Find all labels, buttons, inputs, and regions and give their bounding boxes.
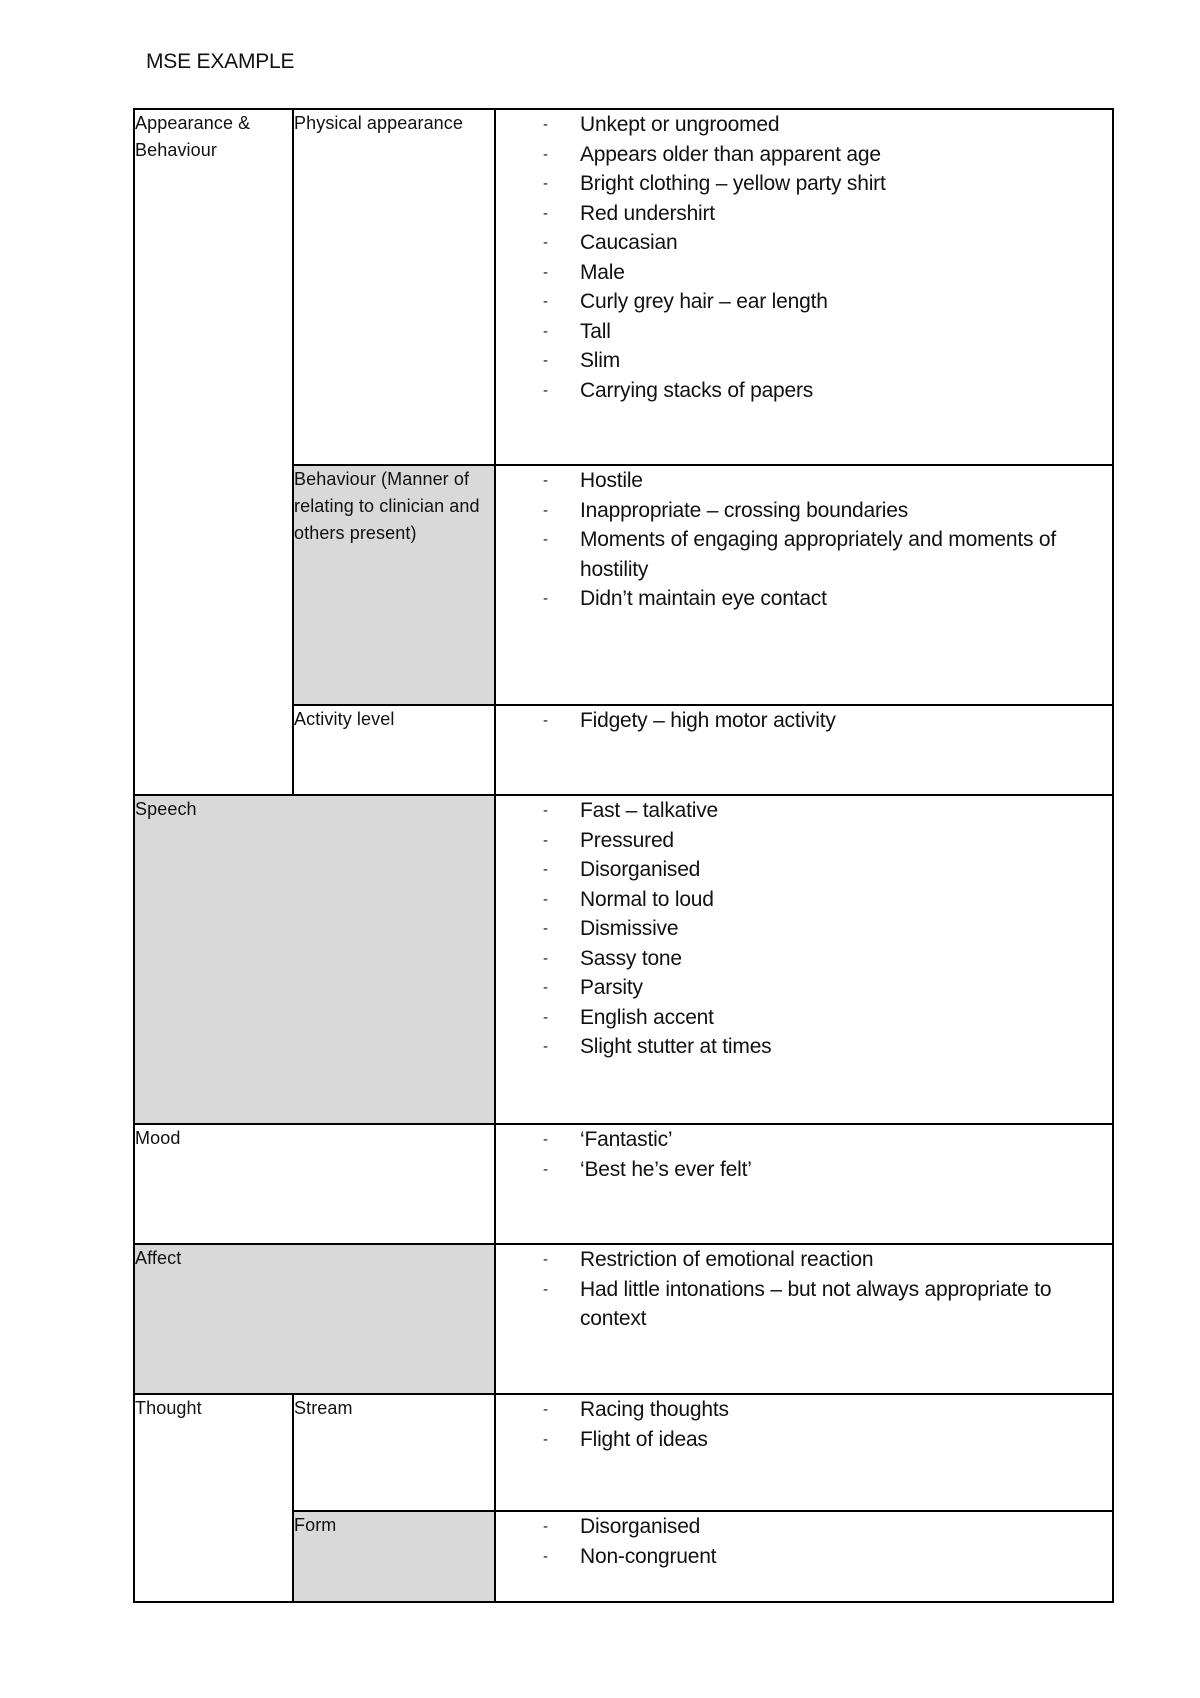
bullet-dash: -	[543, 949, 548, 967]
thought-label: Thought	[134, 1394, 293, 1602]
bullet-dash: -	[543, 1547, 548, 1565]
list-item	[496, 258, 1112, 288]
row-thought-stream	[134, 1394, 1113, 1511]
row-affect	[134, 1244, 1113, 1394]
bullet-dash: -	[543, 145, 548, 163]
list-item	[496, 914, 1112, 944]
stream-label: Stream	[293, 1394, 495, 1511]
list-item-text: Normal to loud	[580, 887, 714, 911]
bullet-dash: -	[543, 1160, 548, 1178]
stream-content	[495, 1394, 1113, 1511]
list-item-text: Unkept or ungroomed	[580, 113, 780, 136]
behaviour-label: Behaviour (Manner of relating to clinician and others present)	[293, 465, 495, 705]
bullet-dash: -	[543, 1401, 548, 1418]
document-title: MSE EXAMPLE	[146, 50, 295, 73]
bullet-dash: -	[543, 501, 548, 519]
list-item	[496, 1245, 1112, 1275]
bullet-dash: -	[543, 263, 548, 281]
list-item-text: Carrying stacks of papers	[580, 378, 814, 402]
list-item	[496, 110, 1112, 140]
bullet-dash: -	[543, 322, 548, 340]
mood-label: Mood	[134, 1124, 495, 1244]
list-item-text: Fast – talkative	[580, 799, 719, 822]
mse-table	[133, 108, 1114, 1603]
mood-list	[496, 1125, 1112, 1184]
list-item	[496, 1275, 1112, 1334]
list-item-text: Had little intonations – but not always appropriate to context	[580, 1277, 1052, 1330]
list-item	[496, 199, 1112, 229]
affect-content	[495, 1244, 1113, 1394]
bullet-dash: -	[543, 293, 548, 310]
mood-content	[495, 1124, 1113, 1244]
bullet-dash: -	[543, 861, 548, 878]
physical-appearance-list	[496, 110, 1112, 405]
activity-level-list	[496, 706, 1112, 736]
list-item-text: English accent	[580, 1005, 714, 1029]
affect-label: Affect	[134, 1244, 495, 1394]
bullet-dash: -	[543, 802, 548, 819]
list-item	[496, 1425, 1112, 1455]
list-item	[496, 1542, 1112, 1572]
bullet-dash: -	[543, 590, 548, 607]
list-item-text: Curly grey hair – ear length	[580, 290, 828, 313]
list-item-text: Restriction of emotional reaction	[580, 1248, 874, 1271]
list-item	[496, 706, 1112, 736]
activity-level-label: Activity level	[293, 705, 495, 795]
form-content	[495, 1511, 1113, 1602]
stream-list	[496, 1395, 1112, 1454]
list-item-text: Racing thoughts	[580, 1398, 729, 1421]
bullet-dash: -	[543, 979, 548, 996]
list-item	[496, 140, 1112, 170]
bullet-dash: -	[543, 352, 548, 369]
list-item-text: Disorganised	[580, 1515, 701, 1538]
list-item-text: Male	[580, 260, 625, 284]
list-item-text: ‘Best he’s ever felt’	[580, 1157, 752, 1181]
affect-list	[496, 1245, 1112, 1334]
list-item-text: Disorganised	[580, 858, 701, 881]
bullet-dash: -	[543, 1251, 548, 1268]
list-item	[496, 584, 1112, 614]
list-item-text: Appears older than apparent age	[580, 142, 881, 166]
list-item	[496, 1003, 1112, 1033]
bullet-dash: -	[543, 890, 548, 908]
list-item	[496, 826, 1112, 856]
appearance-behaviour-label: Appearance & Behaviour	[134, 109, 293, 795]
list-item	[496, 1512, 1112, 1542]
bullet-dash: -	[543, 531, 548, 548]
row-speech	[134, 795, 1113, 1124]
bullet-dash: -	[543, 175, 548, 192]
list-item-text: Caucasian	[580, 231, 678, 254]
list-item-text: Didn’t maintain eye contact	[580, 587, 827, 610]
list-item-text: Red undershirt	[580, 201, 715, 225]
bullet-dash: -	[543, 204, 548, 222]
list-item	[496, 1125, 1112, 1155]
list-item	[496, 228, 1112, 258]
bullet-dash: -	[543, 1280, 548, 1298]
bullet-dash: -	[543, 1038, 548, 1055]
list-item	[496, 466, 1112, 496]
activity-level-content	[495, 705, 1113, 795]
bullet-dash: -	[543, 1131, 548, 1148]
form-label: Form	[293, 1511, 495, 1602]
list-item-text: Sassy tone	[580, 946, 682, 970]
list-item	[496, 1395, 1112, 1425]
bullet-dash: -	[543, 1008, 548, 1026]
speech-label: Speech	[134, 795, 495, 1124]
list-item	[496, 1155, 1112, 1185]
behaviour-content	[495, 465, 1113, 705]
bullet-dash: -	[543, 831, 548, 849]
list-item	[496, 317, 1112, 347]
list-item	[496, 855, 1112, 885]
list-item	[496, 496, 1112, 526]
list-item	[496, 376, 1112, 406]
row-mood	[134, 1124, 1113, 1244]
bullet-dash: -	[543, 472, 548, 489]
behaviour-list	[496, 466, 1112, 614]
speech-content	[495, 795, 1113, 1124]
list-item	[496, 287, 1112, 317]
speech-list	[496, 796, 1112, 1062]
list-item-text: Dismissive	[580, 917, 679, 940]
row-physical-appearance	[134, 109, 1113, 465]
list-item-text: Slim	[580, 349, 621, 372]
list-item	[496, 796, 1112, 826]
list-item	[496, 346, 1112, 376]
list-item	[496, 1032, 1112, 1062]
list-item-text: Hostile	[580, 469, 643, 492]
list-item-text: Parsity	[580, 976, 643, 999]
bullet-dash: -	[543, 920, 548, 937]
list-item-text: Pressured	[580, 828, 674, 852]
list-item-text: Inappropriate – crossing boundaries	[580, 498, 909, 522]
list-item	[496, 973, 1112, 1003]
list-item	[496, 885, 1112, 915]
list-item	[496, 525, 1112, 584]
bullet-dash: -	[543, 234, 548, 251]
list-item-text: Flight of ideas	[580, 1427, 708, 1451]
physical-appearance-label: Physical appearance	[293, 109, 495, 465]
bullet-dash: -	[543, 116, 548, 133]
bullet-dash: -	[543, 381, 548, 399]
list-item-text: Fidgety – high motor activity	[580, 709, 836, 732]
list-item	[496, 944, 1112, 974]
bullet-dash: -	[543, 712, 548, 729]
form-list	[496, 1512, 1112, 1571]
list-item-text: ‘Fantastic’	[580, 1128, 673, 1151]
list-item-text: Tall	[580, 319, 611, 343]
list-item-text: Moments of engaging appropriately and moments of hostility	[580, 528, 1057, 581]
bullet-dash: -	[543, 1430, 548, 1448]
physical-appearance-content	[495, 109, 1113, 465]
list-item-text: Bright clothing – yellow party shirt	[580, 172, 886, 195]
bullet-dash: -	[543, 1518, 548, 1535]
list-item-text: Slight stutter at times	[580, 1035, 772, 1058]
list-item	[496, 169, 1112, 199]
list-item-text: Non-congruent	[580, 1544, 717, 1568]
